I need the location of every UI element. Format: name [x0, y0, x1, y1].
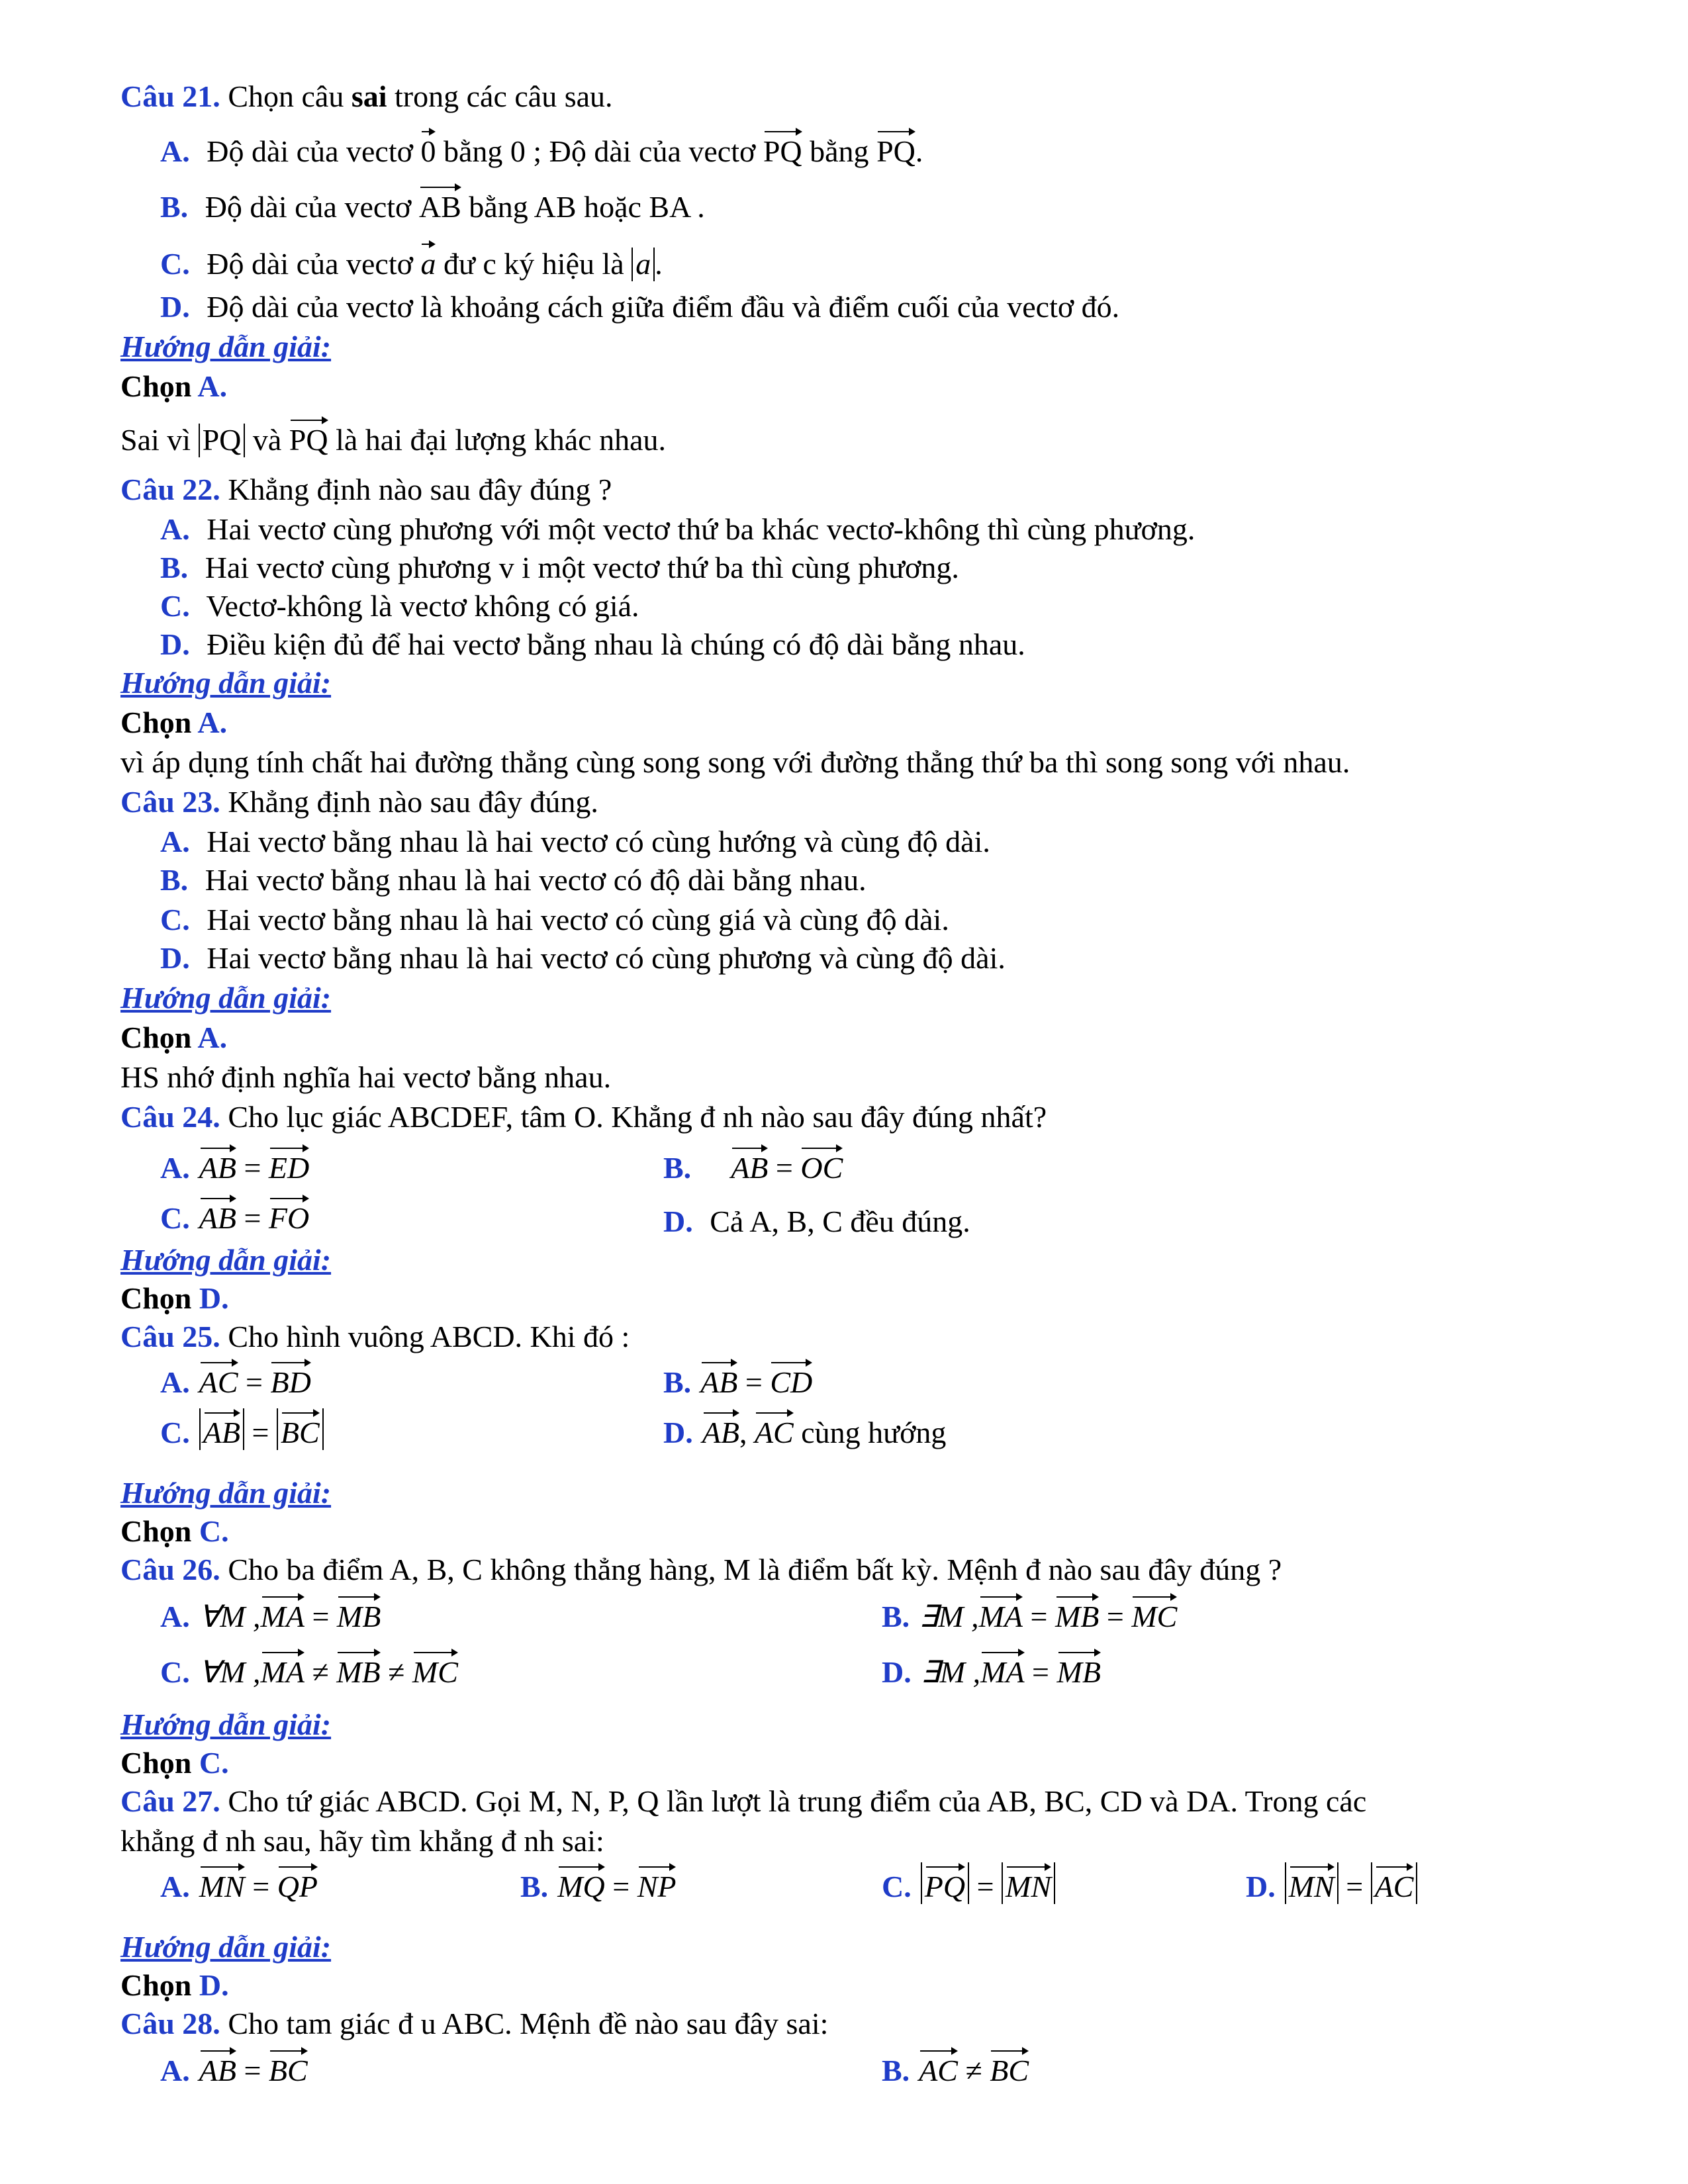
q25-option-c: C. AB = BC: [160, 1408, 324, 1450]
vector: MC: [1131, 1592, 1177, 1632]
vector: BD: [270, 1358, 310, 1398]
q21-number: Câu 21.: [120, 79, 220, 113]
vector: MA: [979, 1592, 1023, 1632]
q22-explanation: vì áp dụng tính chất hai đường thẳng cùng song song với đường thẳng thứ ba thì song song với nhau.: [120, 745, 1350, 779]
q24-option-d: D. Cả A, B, C đều đúng.: [663, 1205, 970, 1238]
q27-option-c: C. PQ = MN: [882, 1862, 1055, 1904]
q25-stem: Câu 25. Cho hình vuông ABCD. Khi đó :: [120, 1320, 630, 1353]
q24-stem: Câu 24. Cho lục giác ABCDEF, tâm O. Khẳng đ nh nào sau đây đúng nhất?: [120, 1100, 1047, 1134]
q27-answer: Chọn D.: [120, 1968, 229, 2002]
q28-stem: Câu 28. Cho tam giác đ u ABC. Mệnh đề nào sau đây sai:: [120, 2007, 829, 2040]
vector: MN: [1289, 1862, 1335, 1902]
q24-option-b: B. AB = OC: [663, 1144, 843, 1185]
q23-answer: Chọn A.: [120, 1021, 228, 1054]
absolute-value: [921, 1862, 969, 1904]
vector: PQ: [876, 127, 915, 167]
vector: AC: [199, 1358, 238, 1398]
absolute-value: a: [632, 248, 655, 281]
q23-option-c: C. Hai vectơ bằng nhau là hai vectơ có cùng giá và cùng độ dài.: [160, 903, 949, 936]
vector: MA: [261, 1592, 305, 1632]
vector: QP: [277, 1862, 318, 1902]
vector: MN: [199, 1862, 245, 1902]
q27-option-a: A. MN = QP: [160, 1862, 318, 1904]
vector: MA: [261, 1648, 305, 1688]
vector: 0: [420, 127, 436, 167]
vector: FO: [269, 1194, 309, 1234]
q22-guide: Hướng dẫn giải:: [120, 666, 332, 700]
q27-option-b: B. MQ = NP: [520, 1862, 676, 1904]
q23-guide: Hướng dẫn giải:: [120, 981, 332, 1015]
q21-stem: Câu 21. Chọn câu sai trong các câu sau.: [120, 79, 613, 113]
q23-option-a: A. Hai vectơ bằng nhau là hai vectơ có cùng hướng và cùng độ dài.: [160, 825, 990, 858]
vector: AC: [755, 1408, 794, 1448]
q21-option-c: C. Độ dài của vectơ a đư c ký hiệu là a .: [160, 240, 1688, 277]
q22-answer: Chọn A.: [120, 705, 228, 739]
vector: AB: [203, 1408, 240, 1448]
q25-option-b: B. AB = CD: [663, 1358, 812, 1400]
q22-option-d: D. Điều kiện đủ để hai vectơ bằng nhau là chúng có độ dài bằng nhau.: [160, 627, 1025, 661]
q21-explanation: Sai vì PQ và PQ là hai đại lượng khác nhau.: [120, 416, 1688, 453]
q25-option-a: A. AC = BD: [160, 1358, 311, 1400]
vector: AB: [731, 1144, 768, 1183]
absolute-value: [199, 1408, 244, 1450]
vector: MN: [1006, 1862, 1051, 1902]
q26-option-d: D. ∃M ,MA = MB: [882, 1648, 1101, 1690]
vector: MB: [336, 1648, 380, 1688]
q23-explanation: HS nhớ định nghĩa hai vectơ bằng nhau.: [120, 1060, 612, 1094]
vector: MA: [980, 1648, 1024, 1688]
vector: ED: [269, 1144, 309, 1183]
vector: PQ: [289, 416, 328, 455]
q21-option-d: D. Độ dài của vectơ là khoảng cách giữa điểm đầu và điểm cuối của vectơ đó.: [160, 290, 1120, 324]
q26-guide: Hướng dẫn giải:: [120, 1707, 332, 1741]
vector: BC: [269, 2046, 308, 2086]
q21-option-b: B. Độ dài của vectơ AB bằng AB hoặc BA .: [160, 183, 1688, 220]
q22-stem: Câu 22. Khẳng định nào sau đây đúng ?: [120, 473, 612, 506]
absolute-value: [1371, 1862, 1418, 1904]
absolute-value: [1002, 1862, 1055, 1904]
q24-answer: Chọn D.: [120, 1281, 229, 1315]
vector: MC: [412, 1648, 458, 1688]
q26-option-a: A. ∀M ,MA = MB: [160, 1592, 381, 1634]
vector: a: [420, 240, 436, 279]
absolute-value: [277, 1408, 324, 1450]
vector: PQ: [763, 127, 802, 167]
vector: AB: [419, 183, 461, 222]
vector: NP: [637, 1862, 677, 1902]
vector: AB: [199, 2046, 236, 2086]
q23-option-d: D. Hai vectơ bằng nhau là hai vectơ có cùng phương và cùng độ dài.: [160, 941, 1006, 975]
vector: AC: [1375, 1862, 1414, 1902]
vector: CD: [770, 1358, 812, 1398]
absolute-value: [1285, 1862, 1338, 1904]
q28-option-a: A. AB = BC: [160, 2046, 308, 2088]
q21-answer: Chọn A.: [120, 369, 228, 403]
q22-option-b: B. Hai vectơ cùng phương v i một vectơ thứ ba thì cùng phương.: [160, 551, 959, 584]
q27-stem-cont: khẳng đ nh sau, hãy tìm khẳng đ nh sai:: [120, 1824, 604, 1858]
q22-option-a: A. Hai vectơ cùng phương với một vectơ thứ ba khác vectơ-không thì cùng phương.: [160, 512, 1196, 546]
q24-guide: Hướng dẫn giải:: [120, 1243, 332, 1277]
q26-option-c: C. ∀M ,MA ≠ MB ≠ MC: [160, 1648, 458, 1690]
vector: AB: [199, 1144, 236, 1183]
q27-guide: Hướng dẫn giải:: [120, 1930, 332, 1964]
vector: OC: [800, 1144, 843, 1183]
vector: MB: [337, 1592, 381, 1632]
q21-option-a: A. Độ dài của vectơ 0 bằng 0 ; Độ dài của vectơ PQ bằng PQ.: [160, 127, 1688, 164]
q25-answer: Chọn C.: [120, 1514, 229, 1548]
vector: AB: [700, 1358, 737, 1398]
q26-stem: Câu 26. Cho ba điểm A, B, C không thẳng hàng, M là điểm bất kỳ. Mệnh đ nào sau đây đúng ?: [120, 1553, 1282, 1586]
q24-option-c: C. AB = FO: [160, 1194, 309, 1236]
vector: MB: [1057, 1648, 1101, 1688]
q26-answer: Chọn C.: [120, 1746, 229, 1780]
vector: PQ: [925, 1862, 965, 1902]
vector: AB: [199, 1194, 236, 1234]
q21-guide: Hướng dẫn giải:: [120, 330, 332, 363]
q23-option-b: B. Hai vectơ bằng nhau là hai vectơ có độ dài bằng nhau.: [160, 863, 867, 897]
vector: AB: [702, 1408, 739, 1448]
vector: BC: [281, 1408, 320, 1448]
q27-option-d: D. MN = AC: [1246, 1862, 1417, 1904]
q25-option-d: D. AB, AC cùng hướng: [663, 1408, 946, 1450]
vector: MQ: [557, 1862, 605, 1902]
q26-option-b: B. ∃M ,MA = MB = MC: [882, 1592, 1177, 1634]
q25-guide: Hướng dẫn giải:: [120, 1476, 332, 1510]
q28-option-b: B. AC ≠ BC: [882, 2046, 1029, 2088]
q23-stem: Câu 23. Khẳng định nào sau đây đúng.: [120, 785, 598, 819]
q27-stem: Câu 27. Cho tứ giác ABCD. Gọi M, N, P, Q lần lượt là trung điểm của AB, BC, CD và DA. Trong các: [120, 1784, 1367, 1818]
q24-option-a: A. AB = ED: [160, 1144, 309, 1185]
vector: AC: [919, 2046, 958, 2086]
vector: MB: [1055, 1592, 1099, 1632]
absolute-value: PQ: [199, 424, 246, 457]
vector: BC: [990, 2046, 1029, 2086]
q22-option-c: C. Vectơ-không là vectơ không có giá.: [160, 589, 639, 623]
